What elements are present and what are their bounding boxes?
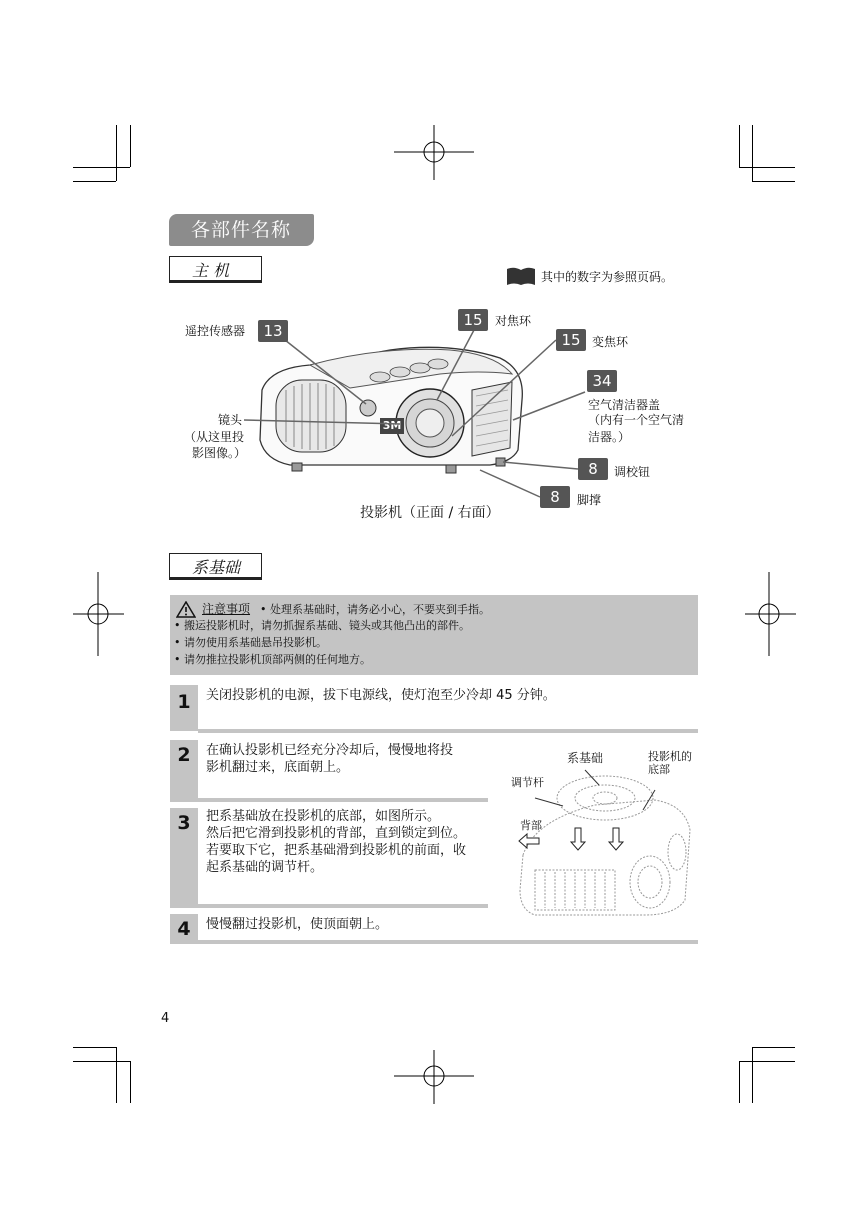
- page-number: 4: [161, 1011, 170, 1026]
- callout-leaders: [0, 0, 868, 560]
- stand-heading: 系基础: [169, 553, 262, 580]
- callout-label-air-filter-cover: 空气清洁器盖: [588, 398, 661, 412]
- page-ref-note: 其中的数字为参照页码。: [541, 270, 674, 284]
- callout-label-adjust-button: 调校钮: [614, 465, 651, 479]
- brand-badge: 3M: [380, 418, 404, 434]
- page-badge-foot: 8: [540, 486, 570, 508]
- figure-caption: 投影机（正面 / 右面）: [360, 505, 500, 521]
- callout-note-lens-2: 影图像。）: [192, 446, 247, 460]
- step-divider: [198, 798, 488, 802]
- caution-line: • 请勿推拉投影机顶部两侧的任何地方。: [174, 653, 371, 666]
- callout-label-zoom-ring: 变焦环: [592, 335, 629, 349]
- step-text: 关闭投影机的电源，拔下电源线，使灯泡至少冷却 45 分钟。: [206, 688, 556, 703]
- callout-label-remote-sensor: 遥控传感器: [185, 324, 246, 338]
- caution-line: • 搬运投影机时，请勿抓握系基础、镜头或其他凸出的部件。: [174, 619, 470, 632]
- callout-label-foot: 脚撑: [577, 493, 602, 507]
- section-title: 各部件名称: [169, 214, 314, 246]
- step-number: 1: [170, 685, 198, 731]
- step-text: 在确认投影机已经充分冷却后，慢慢地将投: [206, 743, 454, 758]
- step-text: 把系基础放在投影机的底部，如图所示。: [206, 809, 441, 824]
- callout-label-focus-ring: 对焦环: [495, 314, 532, 328]
- step-number: 2: [170, 740, 198, 802]
- step-divider: [198, 729, 698, 733]
- figure-label-base: 系基础: [567, 751, 604, 765]
- main-unit-heading: 主 机: [169, 256, 262, 283]
- figure-label-lever: 调节杆: [511, 776, 544, 789]
- step-text: 慢慢翻过投影机，使顶面朝上。: [206, 917, 389, 932]
- callout-label-lens: 镜头: [218, 413, 243, 427]
- page-badge-air-filter-cover: 34: [587, 370, 617, 392]
- step-text: 若要取下它，把系基础滑到投影机的前面，收: [206, 843, 467, 858]
- step-text: 然后把它滑到投影机的背部，直到锁定到位。: [206, 826, 467, 841]
- step-text: 起系基础的调节杆。: [206, 860, 324, 875]
- step-divider: [198, 904, 488, 908]
- page-badge-remote-sensor: 13: [258, 320, 288, 342]
- caution-line: • 请勿使用系基础悬吊投影机。: [174, 636, 327, 649]
- page-badge-focus-ring: 15: [458, 309, 488, 331]
- page-badge-adjust-button: 8: [578, 458, 608, 480]
- caution-box: [170, 595, 698, 675]
- step-number: 4: [170, 914, 198, 944]
- callout-note-air-filter: （内有一个空气清洁器。）: [588, 413, 685, 444]
- figure-label-back: 背部: [520, 819, 542, 832]
- caution-title: 注意事项: [202, 602, 251, 616]
- step-number: 3: [170, 808, 198, 908]
- step-divider: [198, 940, 698, 944]
- caution-line: • 处理系基础时，请务必小心，不要夹到手指。: [260, 603, 490, 616]
- page-badge-zoom-ring: 15: [556, 329, 586, 351]
- figure-label-bottom-1: 投影机的: [648, 750, 692, 763]
- step-text: 影机翻过来，底面朝上。: [206, 760, 350, 775]
- figure-label-bottom-2: 底部: [648, 763, 670, 776]
- callout-note-lens-1: （从这里投: [184, 430, 245, 444]
